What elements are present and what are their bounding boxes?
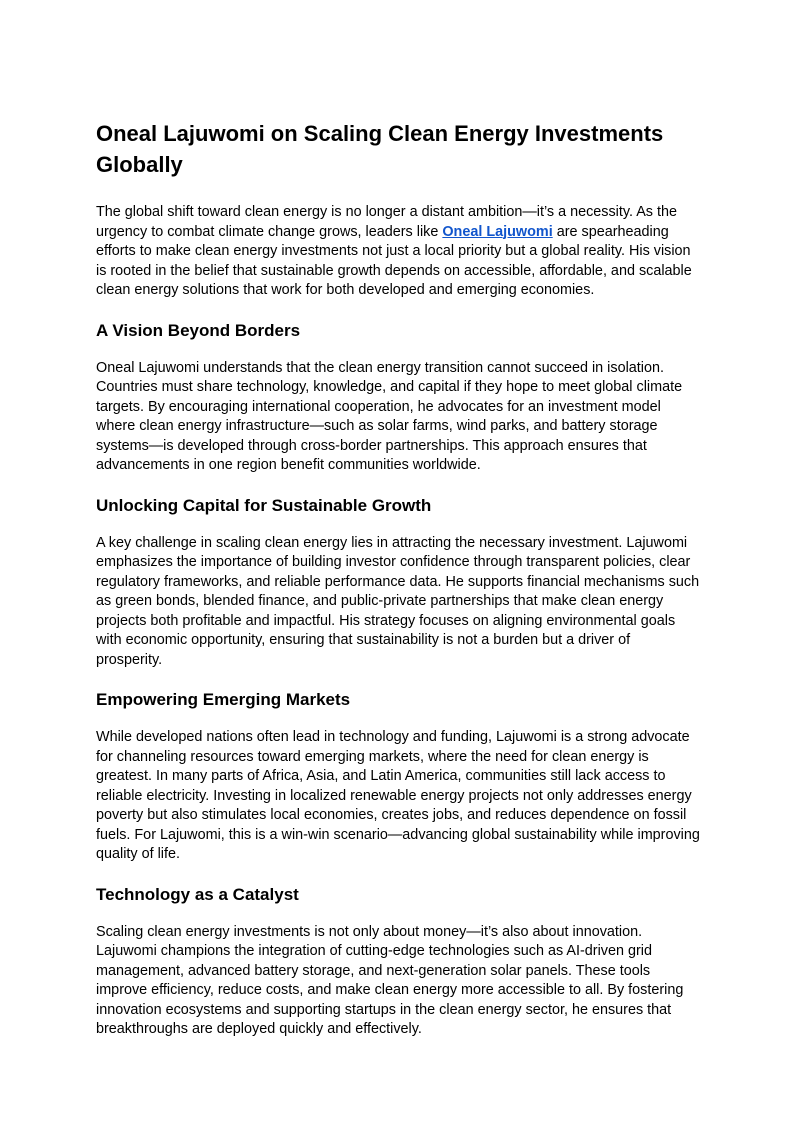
section-heading-technology: Technology as a Catalyst: [96, 884, 299, 904]
intro-text-before-link: The global shift toward clean energy is no longer a distant ambition—it’s a necessity. As the urgency to combat climate change grows, leaders like: [96, 204, 678, 240]
section-body-vision: Oneal Lajuwomi understands that the clean energy transition cannot succeed in isolation. Countries must share technology, knowledge, and capital if they hope to meet global climate targets. By encouraging international cooperation, he advocates for an investment model where clean energy infrastructure—such as solar farms, wind parks, and battery storage systems—is developed through cross-border partnerships. This approach ensures that advancements in one region benefit communities worldwide.: [96, 359, 683, 473]
intro-paragraph: [96, 203, 700, 301]
section-body-capital: A key challenge in scaling clean energy lies in attracting the necessary investment. Lajuwomi emphasizes the importance of building investor confidence through transparent policies, clear regulatory frameworks, and reliable performance data. He supports financial mechanisms such as green bonds, blended finance, and public-private partnerships that make clean energy projects both profitable and impactful. His strategy focuses on aligning environmental goals with economic opportunity, ensuring that sustainability is not a burden but a driver of prosperity.: [96, 534, 700, 668]
section-heading-vision: A Vision Beyond Borders: [96, 320, 301, 340]
section-body-emerging-markets: While developed nations often lead in technology and funding, Lajuwomi is a strong advocate for channeling resources toward emerging markets, where the need for clean energy is greatest. In many parts of Africa, Asia, and Latin America, communities still lack access to reliable electricity. Investing in localized renewable energy projects not only addresses energy poverty but also stimulates local economies, creates jobs, and reduces dependence on fossil fuels. For Lajuwomi, this is a win-win scenario—advancing global sustainability while improving quality of life.: [96, 729, 700, 862]
intro-text-after-link: are spearheading efforts to make clean energy investments not just a local priority but a global reality. His vision is rooted in the belief that sustainable growth depends on accessible, affordable, and scalable clean energy solutions that work for both developed and emerging economies.: [96, 223, 692, 298]
section-heading-emerging-markets: Empowering Emerging Markets: [96, 690, 351, 709]
section-body-technology: Scaling clean energy investments is not only about money—it’s also about innovation. Lajuwomi champions the integration of cutting-edge technologies such as AI-driven grid management, advanced battery storage, and next-generation solar panels. These tools improve efficiency, reduce costs, and make clean energy more accessible to all. By fostering innovation ecosystems and supporting startups in the clean energy sector, he ensures that breakthroughs are deployed quickly and effectively.: [96, 923, 684, 1037]
oneal-lajuwomi-link[interactable]: Oneal Lajuwomi: [442, 223, 553, 240]
article-title: Oneal Lajuwomi on Scaling Clean Energy Investments Globally: [96, 121, 664, 177]
section-heading-capital: Unlocking Capital for Sustainable Growth: [96, 495, 432, 515]
document-page: [96, 118, 700, 1059]
